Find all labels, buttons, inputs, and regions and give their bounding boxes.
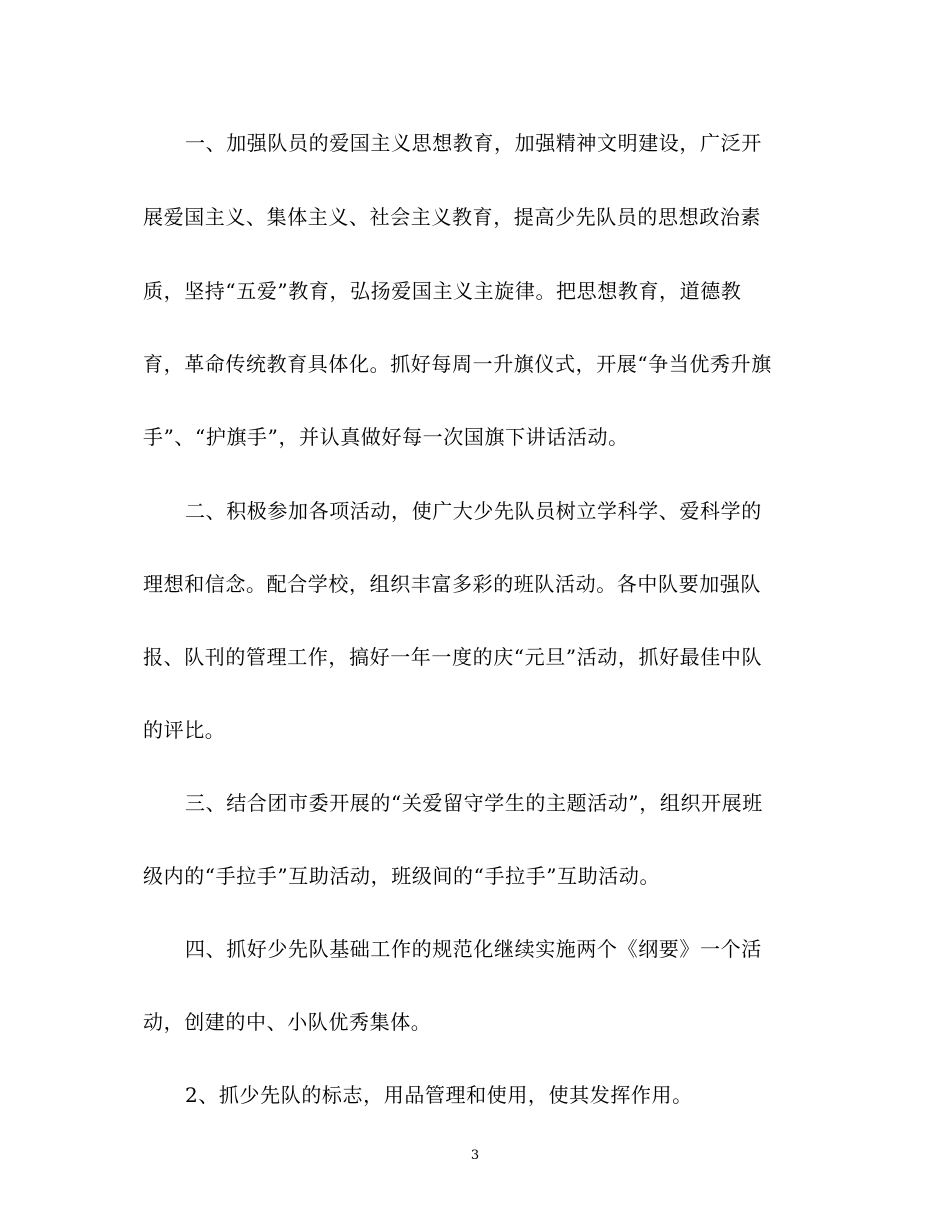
paragraph-2-line-3: 报、队刊的管理工作，搞好一年一度的庆“元旦”活动，抓好最佳中队 — [143, 645, 763, 669]
page-number: 3 — [470, 1148, 480, 1163]
paragraph-2-line-1: 二、积极参加各项活动，使广大少先队员树立学科学、爱科学的 — [185, 499, 762, 523]
paragraph-1-line-3: 质，坚持“五爱”教育，弘扬爱国主义主旋律。把思想教育，道德教 — [143, 279, 742, 303]
paragraph-3-line-2: 级内的“手拉手”互助活动，班级间的“手拉手”互助活动。 — [143, 864, 661, 888]
paragraph-1-line-4: 育，革命传统教育具体化。抓好每周一升旗仪式，开展“争当优秀升旗 — [143, 352, 772, 376]
paragraph-1-line-2: 展爱国主义、集体主义、社会主义教育，提高少先队员的思想政治素 — [143, 205, 761, 229]
paragraph-5-line-1: 2、抓少先队的标志，用品管理和使用，使其发挥作用。 — [185, 1083, 693, 1107]
paragraph-2-line-2: 理想和信念。配合学校，组织丰富多彩的班队活动。各中队要加强队 — [143, 572, 761, 596]
paragraph-1-line-1: 一、加强队员的爱国主义思想教育，加强精神文明建设，广泛开 — [185, 131, 762, 155]
paragraph-4-line-2: 动，创建的中、小队优秀集体。 — [143, 1010, 432, 1034]
paragraph-3-line-1: 三、结合团市委开展的“关爱留守学生的主题活动”，组织开展班 — [185, 791, 763, 815]
paragraph-1-line-5: 手”、“护旗手”，并认真做好每一次国旗下讲话活动。 — [143, 425, 629, 449]
paragraph-4-line-1: 四、抓好少先队基础工作的规范化继续实施两个《纲要》一个活 — [185, 937, 762, 961]
paragraph-2-line-4: 的评比。 — [143, 718, 226, 742]
